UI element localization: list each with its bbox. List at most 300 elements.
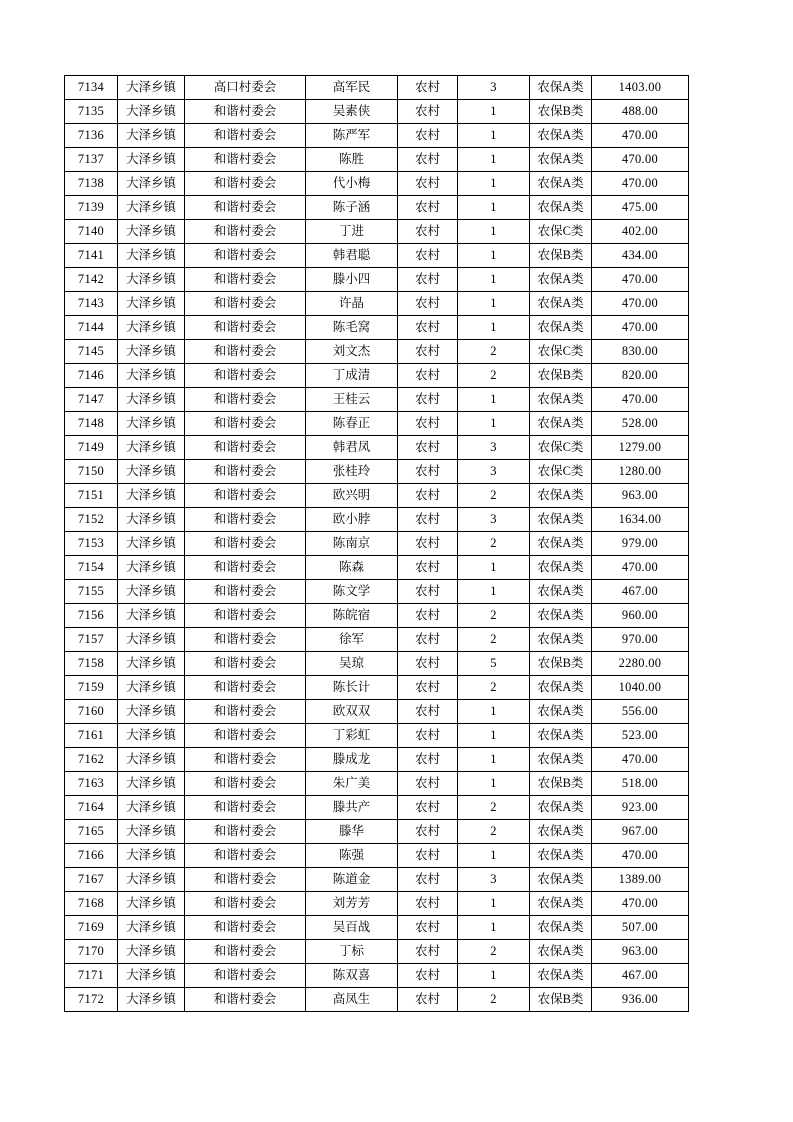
table-cell-count: 2 [458,340,530,364]
table-cell-id: 7172 [65,988,118,1012]
table-cell-category: 农保A类 [530,76,592,100]
table-cell-category: 农保C类 [530,436,592,460]
table-cell-town: 大泽乡镇 [118,676,185,700]
table-cell-count: 1 [458,172,530,196]
table-cell-name: 欧兴明 [306,484,398,508]
table-cell-town: 大泽乡镇 [118,892,185,916]
table-cell-village: 和谐村委会 [185,388,306,412]
table-row [65,940,689,964]
table-cell-village: 高口村委会 [185,76,306,100]
table-cell-type: 农村 [398,244,458,268]
table-cell-village: 和谐村委会 [185,340,306,364]
table-cell-count: 1 [458,844,530,868]
table-cell-type: 农村 [398,964,458,988]
table-cell-category: 农保A类 [530,892,592,916]
table-row [65,388,689,412]
table-cell-town: 大泽乡镇 [118,700,185,724]
table-cell-town: 大泽乡镇 [118,76,185,100]
table-cell-town: 大泽乡镇 [118,196,185,220]
table-cell-name: 陈道金 [306,868,398,892]
table-row [65,532,689,556]
table-cell-name: 吴百战 [306,916,398,940]
table-cell-count: 2 [458,988,530,1012]
table-cell-category: 农保A类 [530,532,592,556]
table-cell-town: 大泽乡镇 [118,748,185,772]
table-cell-id: 7148 [65,412,118,436]
table-row [65,436,689,460]
table-cell-category: 农保A类 [530,844,592,868]
table-cell-type: 农村 [398,772,458,796]
table-cell-name: 代小梅 [306,172,398,196]
table-cell-amount: 967.00 [592,820,689,844]
table-cell-village: 和谐村委会 [185,700,306,724]
table-cell-town: 大泽乡镇 [118,724,185,748]
table-row [65,220,689,244]
table-row [65,460,689,484]
table-cell-type: 农村 [398,484,458,508]
table-cell-name: 刘芳芳 [306,892,398,916]
table-cell-town: 大泽乡镇 [118,988,185,1012]
table-row [65,508,689,532]
table-row [65,652,689,676]
table-cell-town: 大泽乡镇 [118,340,185,364]
table-cell-category: 农保A类 [530,820,592,844]
table-cell-type: 农村 [398,652,458,676]
table-cell-town: 大泽乡镇 [118,484,185,508]
table-cell-id: 7135 [65,100,118,124]
table-cell-village: 和谐村委会 [185,412,306,436]
table-cell-town: 大泽乡镇 [118,964,185,988]
table-cell-name: 陈毛窝 [306,316,398,340]
table-cell-village: 和谐村委会 [185,676,306,700]
table-cell-id: 7156 [65,604,118,628]
table-cell-category: 农保A类 [530,124,592,148]
table-cell-id: 7134 [65,76,118,100]
table-cell-town: 大泽乡镇 [118,388,185,412]
table-cell-amount: 467.00 [592,964,689,988]
table-cell-amount: 830.00 [592,340,689,364]
table-cell-amount: 1634.00 [592,508,689,532]
table-cell-amount: 518.00 [592,772,689,796]
table-cell-village: 和谐村委会 [185,868,306,892]
table-cell-village: 和谐村委会 [185,892,306,916]
table-cell-name: 丁进 [306,220,398,244]
table-row [65,844,689,868]
table-cell-category: 农保A类 [530,700,592,724]
table-row [65,988,689,1012]
table-cell-id: 7142 [65,268,118,292]
table-row [65,244,689,268]
table-cell-name: 吴琼 [306,652,398,676]
table-cell-type: 农村 [398,340,458,364]
table-cell-name: 陈南京 [306,532,398,556]
table-cell-amount: 960.00 [592,604,689,628]
table-cell-id: 7155 [65,580,118,604]
table-cell-name: 高凤生 [306,988,398,1012]
table-row [65,580,689,604]
table-row [65,100,689,124]
table-cell-name: 高军民 [306,76,398,100]
table-row [65,772,689,796]
table-cell-count: 1 [458,316,530,340]
table-row [65,148,689,172]
table-cell-town: 大泽乡镇 [118,460,185,484]
table-cell-id: 7165 [65,820,118,844]
table-cell-count: 2 [458,628,530,652]
table-cell-id: 7166 [65,844,118,868]
table-cell-count: 1 [458,892,530,916]
table-cell-town: 大泽乡镇 [118,100,185,124]
table-cell-name: 丁成清 [306,364,398,388]
table-cell-type: 农村 [398,436,458,460]
table-cell-village: 和谐村委会 [185,172,306,196]
table-cell-village: 和谐村委会 [185,628,306,652]
table-row [65,340,689,364]
table-cell-name: 滕小四 [306,268,398,292]
table-cell-amount: 470.00 [592,388,689,412]
table-cell-category: 农保B类 [530,988,592,1012]
table-cell-category: 农保A类 [530,508,592,532]
table-row [65,76,689,100]
table-cell-name: 陈强 [306,844,398,868]
table-cell-village: 和谐村委会 [185,772,306,796]
table-cell-id: 7170 [65,940,118,964]
table-cell-village: 和谐村委会 [185,844,306,868]
table-cell-id: 7151 [65,484,118,508]
table-cell-category: 农保C类 [530,460,592,484]
table-cell-count: 2 [458,796,530,820]
table-cell-category: 农保A类 [530,148,592,172]
table-cell-id: 7143 [65,292,118,316]
table-cell-category: 农保A类 [530,172,592,196]
table-cell-id: 7152 [65,508,118,532]
table-cell-category: 农保A类 [530,964,592,988]
table-cell-town: 大泽乡镇 [118,604,185,628]
table-cell-type: 农村 [398,748,458,772]
table-cell-id: 7161 [65,724,118,748]
table-row [65,964,689,988]
table-row [65,796,689,820]
table-cell-village: 和谐村委会 [185,124,306,148]
table-row [65,556,689,580]
table-cell-town: 大泽乡镇 [118,268,185,292]
table-cell-amount: 470.00 [592,844,689,868]
table-cell-name: 徐军 [306,628,398,652]
table-cell-id: 7147 [65,388,118,412]
table-row [65,412,689,436]
table-cell-village: 和谐村委会 [185,604,306,628]
table-cell-type: 农村 [398,844,458,868]
table-cell-village: 和谐村委会 [185,652,306,676]
table-cell-village: 和谐村委会 [185,220,306,244]
table-cell-category: 农保A类 [530,604,592,628]
table-cell-category: 农保A类 [530,724,592,748]
table-cell-town: 大泽乡镇 [118,172,185,196]
table-cell-type: 农村 [398,916,458,940]
table-cell-amount: 556.00 [592,700,689,724]
table-cell-id: 7141 [65,244,118,268]
table-row [65,196,689,220]
table-cell-town: 大泽乡镇 [118,292,185,316]
table-cell-amount: 1279.00 [592,436,689,460]
table-cell-town: 大泽乡镇 [118,220,185,244]
table-row [65,124,689,148]
table-cell-type: 农村 [398,148,458,172]
table-cell-name: 丁标 [306,940,398,964]
table-cell-type: 农村 [398,700,458,724]
table-row [65,484,689,508]
table-cell-count: 2 [458,532,530,556]
table-cell-amount: 1403.00 [592,76,689,100]
table-cell-type: 农村 [398,796,458,820]
table-cell-count: 1 [458,412,530,436]
table-cell-amount: 470.00 [592,148,689,172]
table-cell-amount: 1389.00 [592,868,689,892]
table-cell-village: 和谐村委会 [185,796,306,820]
table-cell-village: 和谐村委会 [185,916,306,940]
table-cell-town: 大泽乡镇 [118,820,185,844]
table-cell-category: 农保A类 [530,580,592,604]
table-cell-count: 1 [458,964,530,988]
table-cell-amount: 528.00 [592,412,689,436]
table-cell-name: 滕成龙 [306,748,398,772]
table-cell-village: 和谐村委会 [185,532,306,556]
table-row [65,628,689,652]
table-cell-amount: 470.00 [592,556,689,580]
table-cell-name: 陈长计 [306,676,398,700]
table-cell-id: 7137 [65,148,118,172]
table-cell-amount: 470.00 [592,172,689,196]
table-cell-amount: 2280.00 [592,652,689,676]
table-cell-category: 农保A类 [530,196,592,220]
table-cell-amount: 467.00 [592,580,689,604]
table-body [65,76,689,1012]
table-cell-type: 农村 [398,820,458,844]
table-cell-village: 和谐村委会 [185,244,306,268]
table-cell-amount: 475.00 [592,196,689,220]
table-cell-village: 和谐村委会 [185,460,306,484]
table-cell-count: 1 [458,724,530,748]
table-cell-id: 7154 [65,556,118,580]
table-cell-type: 农村 [398,580,458,604]
table-cell-type: 农村 [398,292,458,316]
table-cell-category: 农保C类 [530,220,592,244]
table-cell-name: 刘文杰 [306,340,398,364]
table-cell-town: 大泽乡镇 [118,868,185,892]
table-cell-village: 和谐村委会 [185,148,306,172]
table-cell-town: 大泽乡镇 [118,364,185,388]
table-cell-id: 7164 [65,796,118,820]
table-cell-amount: 1040.00 [592,676,689,700]
table-cell-count: 1 [458,268,530,292]
table-cell-type: 农村 [398,604,458,628]
table-cell-name: 朱广美 [306,772,398,796]
table-cell-count: 1 [458,244,530,268]
table-cell-id: 7145 [65,340,118,364]
table-cell-amount: 470.00 [592,316,689,340]
table-cell-name: 陈春正 [306,412,398,436]
table-cell-category: 农保A类 [530,268,592,292]
table-cell-town: 大泽乡镇 [118,532,185,556]
table-cell-category: 农保A类 [530,484,592,508]
table-cell-amount: 820.00 [592,364,689,388]
table-cell-amount: 488.00 [592,100,689,124]
table-cell-name: 陈森 [306,556,398,580]
table-cell-type: 农村 [398,268,458,292]
table-cell-village: 和谐村委会 [185,724,306,748]
table-cell-village: 和谐村委会 [185,820,306,844]
table-cell-town: 大泽乡镇 [118,844,185,868]
table-cell-category: 农保A类 [530,748,592,772]
table-cell-count: 3 [458,436,530,460]
table-cell-amount: 507.00 [592,916,689,940]
table-cell-type: 农村 [398,868,458,892]
table-cell-town: 大泽乡镇 [118,244,185,268]
table-cell-type: 农村 [398,940,458,964]
table-cell-type: 农村 [398,124,458,148]
table-cell-id: 7144 [65,316,118,340]
table-cell-village: 和谐村委会 [185,436,306,460]
table-row [65,604,689,628]
table-cell-type: 农村 [398,412,458,436]
table-cell-id: 7162 [65,748,118,772]
table-cell-type: 农村 [398,388,458,412]
table-cell-id: 7160 [65,700,118,724]
table-cell-type: 农村 [398,724,458,748]
table-cell-count: 3 [458,76,530,100]
table-cell-name: 陈严军 [306,124,398,148]
table-cell-amount: 970.00 [592,628,689,652]
table-cell-amount: 1280.00 [592,460,689,484]
table-cell-town: 大泽乡镇 [118,916,185,940]
table-row [65,892,689,916]
table-cell-amount: 936.00 [592,988,689,1012]
table-cell-count: 1 [458,124,530,148]
table-row [65,916,689,940]
table-cell-type: 农村 [398,316,458,340]
table-cell-id: 7146 [65,364,118,388]
table-cell-village: 和谐村委会 [185,556,306,580]
table-cell-id: 7150 [65,460,118,484]
table-cell-amount: 979.00 [592,532,689,556]
table-cell-count: 1 [458,556,530,580]
table-cell-category: 农保B类 [530,652,592,676]
table-cell-town: 大泽乡镇 [118,436,185,460]
table-cell-count: 1 [458,292,530,316]
table-row [65,364,689,388]
table-cell-type: 农村 [398,556,458,580]
table-cell-count: 1 [458,148,530,172]
table-cell-amount: 470.00 [592,124,689,148]
table-cell-category: 农保A类 [530,556,592,580]
table-cell-name: 陈文学 [306,580,398,604]
table-cell-count: 2 [458,484,530,508]
table-cell-village: 和谐村委会 [185,988,306,1012]
table-cell-count: 2 [458,940,530,964]
table-cell-count: 1 [458,388,530,412]
table-cell-category: 农保A类 [530,412,592,436]
table-cell-village: 和谐村委会 [185,364,306,388]
table-cell-name: 陈双喜 [306,964,398,988]
table-cell-count: 1 [458,916,530,940]
table-cell-type: 农村 [398,628,458,652]
table-cell-town: 大泽乡镇 [118,628,185,652]
table-cell-count: 2 [458,364,530,388]
table-cell-amount: 434.00 [592,244,689,268]
table-cell-village: 和谐村委会 [185,268,306,292]
table-cell-amount: 470.00 [592,268,689,292]
table-cell-name: 丁彩虹 [306,724,398,748]
table-cell-name: 欧小脖 [306,508,398,532]
table-cell-count: 2 [458,604,530,628]
table-cell-count: 3 [458,508,530,532]
table-cell-town: 大泽乡镇 [118,148,185,172]
table-cell-village: 和谐村委会 [185,748,306,772]
table-cell-type: 农村 [398,676,458,700]
table-cell-count: 2 [458,820,530,844]
table-cell-amount: 470.00 [592,748,689,772]
table-cell-amount: 923.00 [592,796,689,820]
table-cell-village: 和谐村委会 [185,484,306,508]
table-cell-town: 大泽乡镇 [118,652,185,676]
table-cell-amount: 523.00 [592,724,689,748]
table-cell-amount: 470.00 [592,892,689,916]
table-cell-village: 和谐村委会 [185,940,306,964]
table-cell-id: 7163 [65,772,118,796]
table-cell-name: 吴素侠 [306,100,398,124]
table-cell-id: 7159 [65,676,118,700]
table-cell-id: 7149 [65,436,118,460]
table-cell-name: 韩君聪 [306,244,398,268]
table-cell-count: 1 [458,220,530,244]
table-cell-amount: 470.00 [592,292,689,316]
table-cell-count: 3 [458,868,530,892]
table-cell-type: 农村 [398,172,458,196]
table-cell-village: 和谐村委会 [185,580,306,604]
table-cell-type: 农村 [398,988,458,1012]
table-cell-village: 和谐村委会 [185,316,306,340]
table-cell-count: 3 [458,460,530,484]
table-cell-id: 7169 [65,916,118,940]
table-row [65,868,689,892]
table-cell-category: 农保A类 [530,388,592,412]
table-cell-id: 7139 [65,196,118,220]
table-cell-count: 1 [458,196,530,220]
table-cell-count: 1 [458,700,530,724]
table-cell-count: 1 [458,748,530,772]
table-cell-id: 7168 [65,892,118,916]
table-cell-category: 农保B类 [530,364,592,388]
table-cell-count: 2 [458,676,530,700]
table-cell-category: 农保A类 [530,796,592,820]
table-row [65,724,689,748]
benefits-table [64,75,689,1012]
table-cell-category: 农保B类 [530,100,592,124]
table-cell-type: 农村 [398,364,458,388]
table-cell-town: 大泽乡镇 [118,316,185,340]
table-row [65,316,689,340]
table-cell-name: 张桂玲 [306,460,398,484]
table-cell-amount: 963.00 [592,940,689,964]
table-cell-id: 7171 [65,964,118,988]
table-cell-town: 大泽乡镇 [118,412,185,436]
table-cell-type: 农村 [398,100,458,124]
table-cell-id: 7136 [65,124,118,148]
table-cell-count: 1 [458,100,530,124]
table-cell-name: 陈子涵 [306,196,398,220]
table-cell-town: 大泽乡镇 [118,124,185,148]
table-cell-amount: 402.00 [592,220,689,244]
